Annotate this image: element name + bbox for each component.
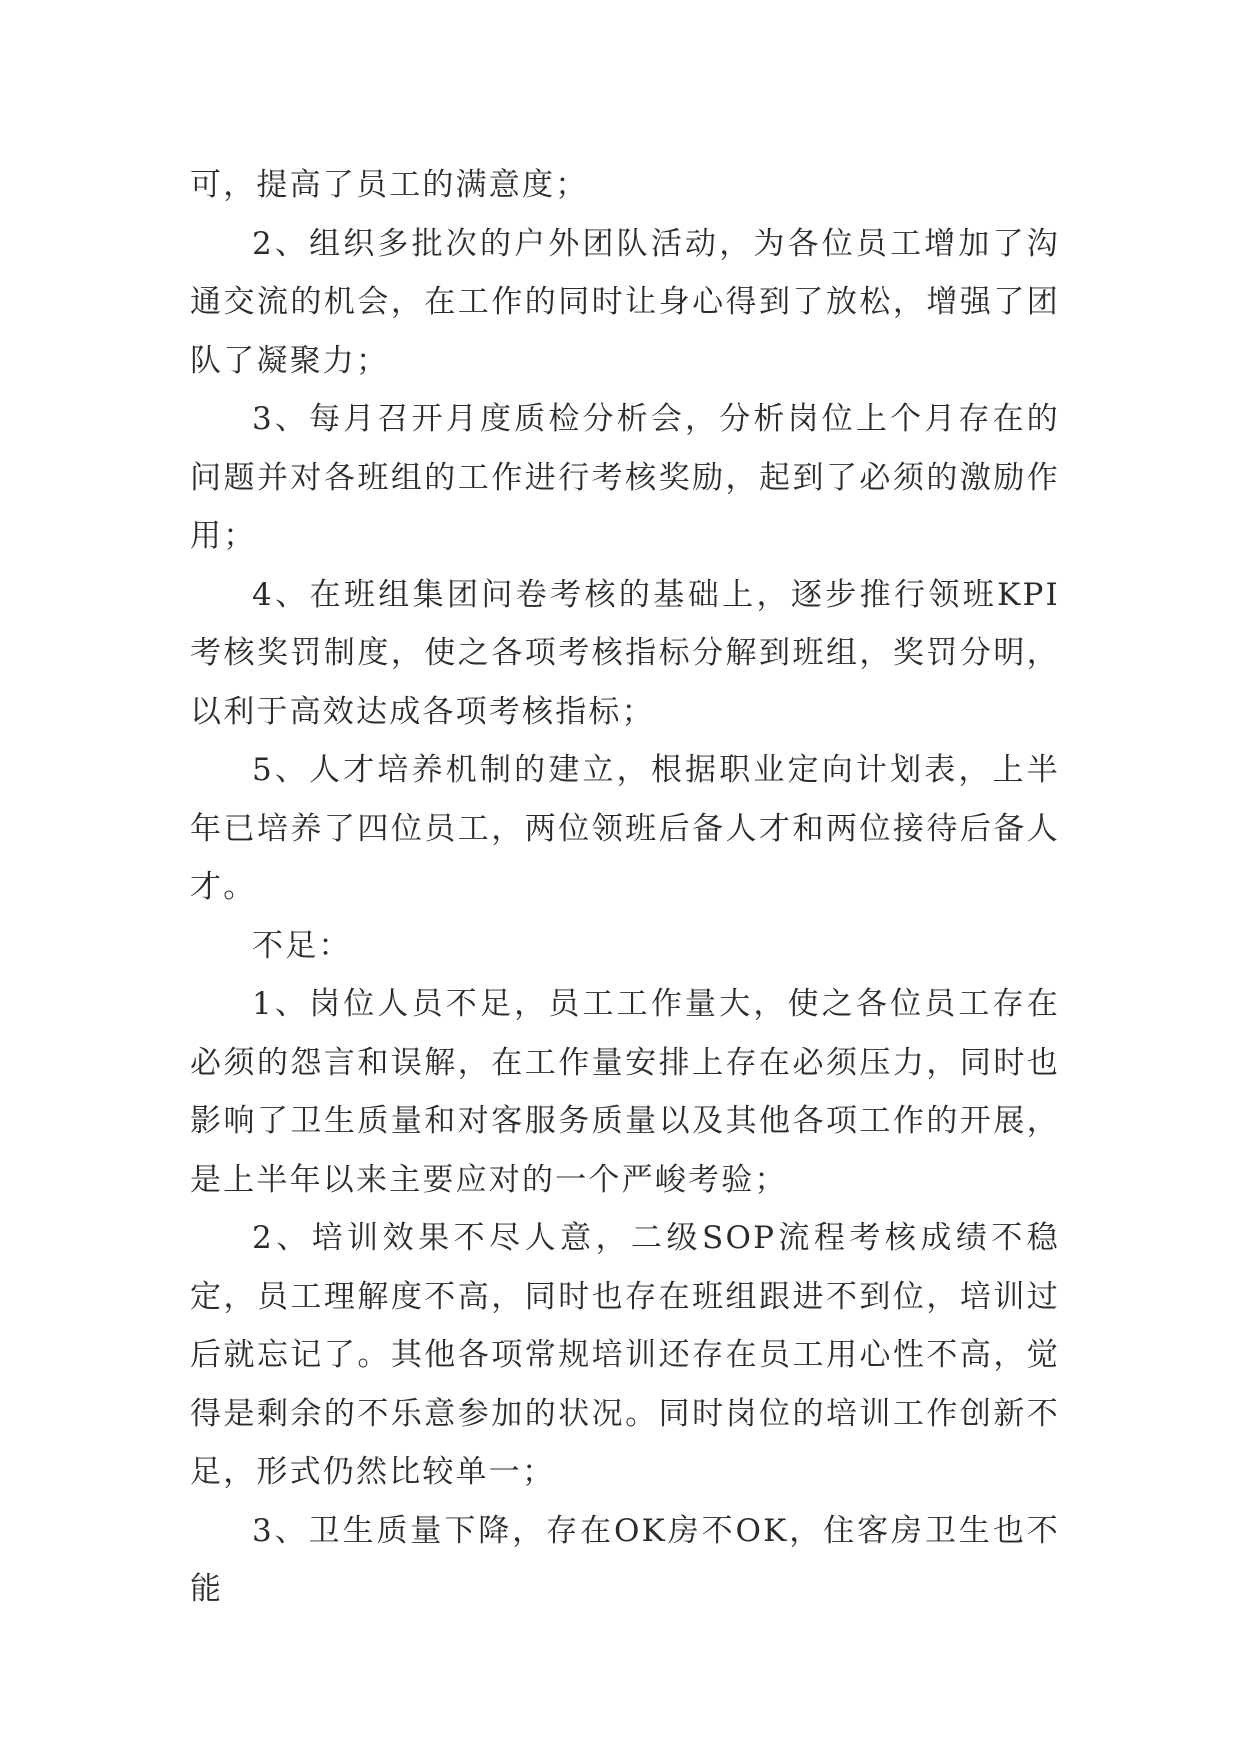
shortcoming-item-2: 2、培训效果不尽人意，二级SOP流程考核成绩不稳定，员工理解度不高，同时也存在班组跟进不到位，培训过后就忘记了。其他各项常规培训还存在员工用心性不高，觉得是剩余的不乐意参加的状况。同时岗位的培训工作创新不足，形式仍然比较单一； — [190, 1220, 1060, 1490]
document-body — [190, 156, 1060, 1619]
paragraph-item-5: 5、人才培养机制的建立，根据职业定向计划表，上半年已培养了四位员工，两位领班后备人才和两位接待后备人才。 — [190, 752, 1060, 905]
paragraph-continuation: 可，提高了员工的满意度； — [190, 167, 589, 203]
paragraph-item-3: 3、每月召开月度质检分析会，分析岗位上个月存在的问题并对各班组的工作进行考核奖励，起到了必须的激励作用； — [190, 401, 1060, 554]
shortcoming-item-3: 3、卫生质量下降，存在OK房不OK，住客房卫生也不能 — [190, 1512, 1060, 1607]
paragraph-item-4: 4、在班组集团问卷考核的基础上，逐步推行领班KPI考核奖罚制度，使之各项考核指标分解到班组，奖罚分明，以利于高效达成各项考核指标； — [190, 576, 1060, 730]
paragraph-item-2: 2、组织多批次的户外团队活动，为各位员工增加了沟通交流的机会，在工作的同时让身心得到了放松，增强了团队了凝聚力； — [190, 225, 1060, 379]
section-heading-shortcomings: 不足： — [252, 927, 352, 964]
shortcoming-item-1: 1、岗位人员不足，员工工作量大，使之各位员工存在必须的怨言和误解，在工作量安排上存在必须压力，同时也影响了卫生质量和对客服务质量以及其他各项工作的开展，是上半年以来主要应对的一个严峻考验； — [190, 986, 1060, 1198]
